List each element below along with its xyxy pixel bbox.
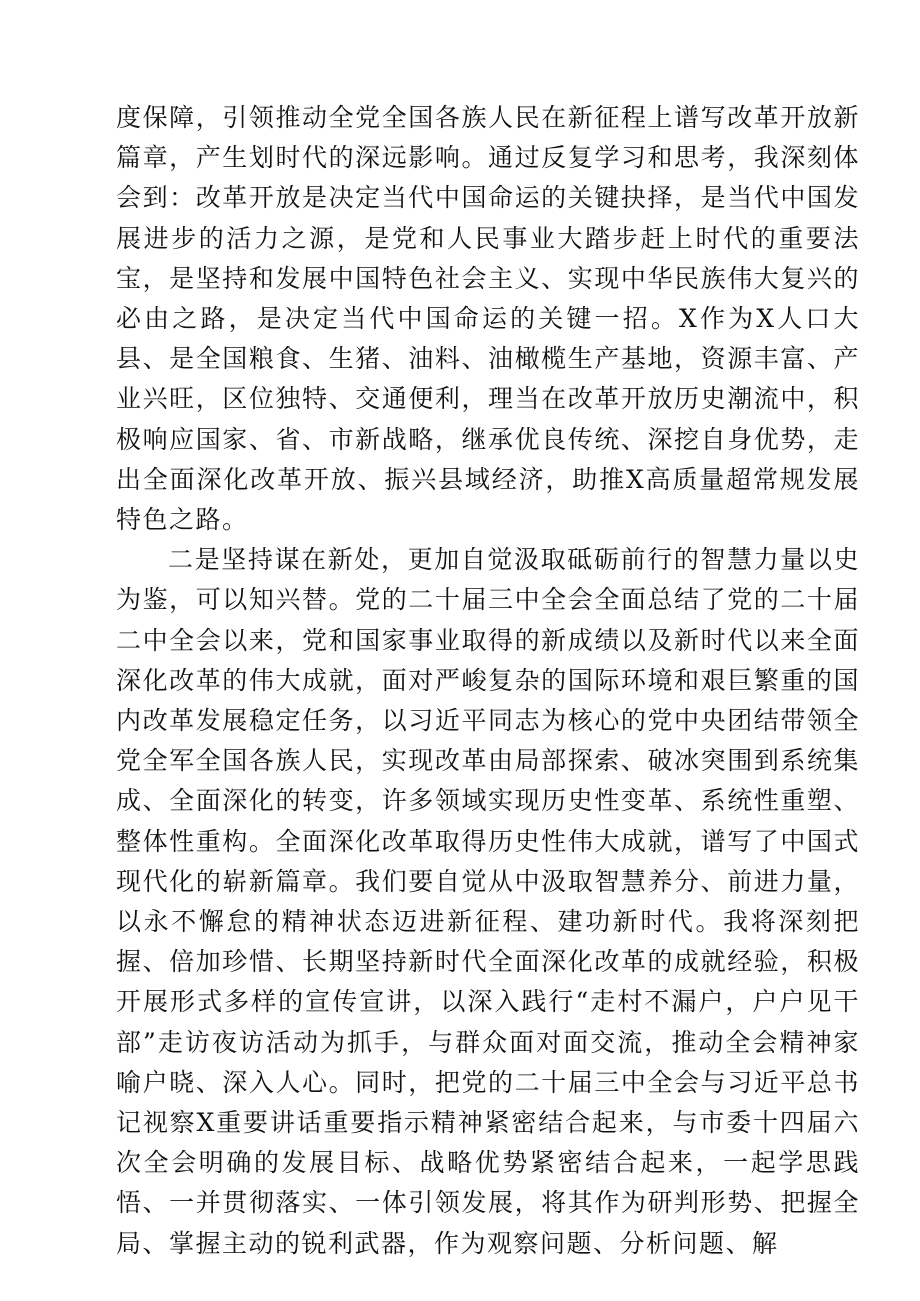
document-body bbox=[116, 98, 860, 1264]
paragraph-2: 二是坚持谋在新处，更加自觉汲取砥砺前行的智慧力量以史为鉴，可以知兴替。党的二十届三中全会全面总结了党的二十届二中全会以来，党和国家事业取得的新成绩以及新时代以来全面深化改革的伟大成就，面对严峻复杂的国际环境和艰巨繁重的国内改革发展稳定任务，以习近平同志为核心的党中央团结带领全党全军全国各族人民，实现改革由局部探索、破冰突围到系统集成、全面深化的转变，许多领域实现历史性变革、系统性重塑、整体性重构。全面深化改革取得历史性伟大成就，谱写了中国式现代化的崭新篇章。我们要自觉从中汲取智慧养分、前进力量，以永不懈怠的精神状态迈进新征程、建功新时代。我将深刻把握、倍加珍惜、长期坚持新时代全面深化改革的成就经验，积极开展形式多样的宣传宣讲，以深入践行“走村不漏户，户户见干部”走访夜访活动为抓手，与群众面对面交流，推动全会精神家喻户晓、深入人心。同时，把党的二十届三中全会与习近平总书记视察X重要讲话重要指示精神紧密结合起来，与市委十四届六次全会明确的发展目标、战略优势紧密结合起来，一起学思践悟、一并贯彻落实、一体引领发展，将其作为研判形势、把握全局、掌握主动的锐利武器，作为观察问题、分析问题、解 bbox=[116, 545, 860, 1258]
paragraph-1: 度保障，引领推动全党全国各族人民在新征程上谱写改革开放新篇章，产生划时代的深远影响。通过反复学习和思考，我深刻体会到：改革开放是决定当代中国命运的关键抉择，是当代中国发展进步的活力之源，是党和人民事业大踏步赶上时代的重要法宝，是坚持和发展中国特色社会主义、实现中华民族伟大复兴的必由之路，是决定当代中国命运的关键一招。X作为X人口大县、是全国粮食、生猪、油料、油橄榄生产基地，资源丰富、产业兴旺，区位独特、交通便利，理当在改革开放历史潮流中，积极响应国家、省、市新战略，继承优良传统、深挖自身优势，走出全面深化改革开放、振兴县域经济，助推X高质量超常规发展特色之路。 bbox=[116, 103, 860, 535]
